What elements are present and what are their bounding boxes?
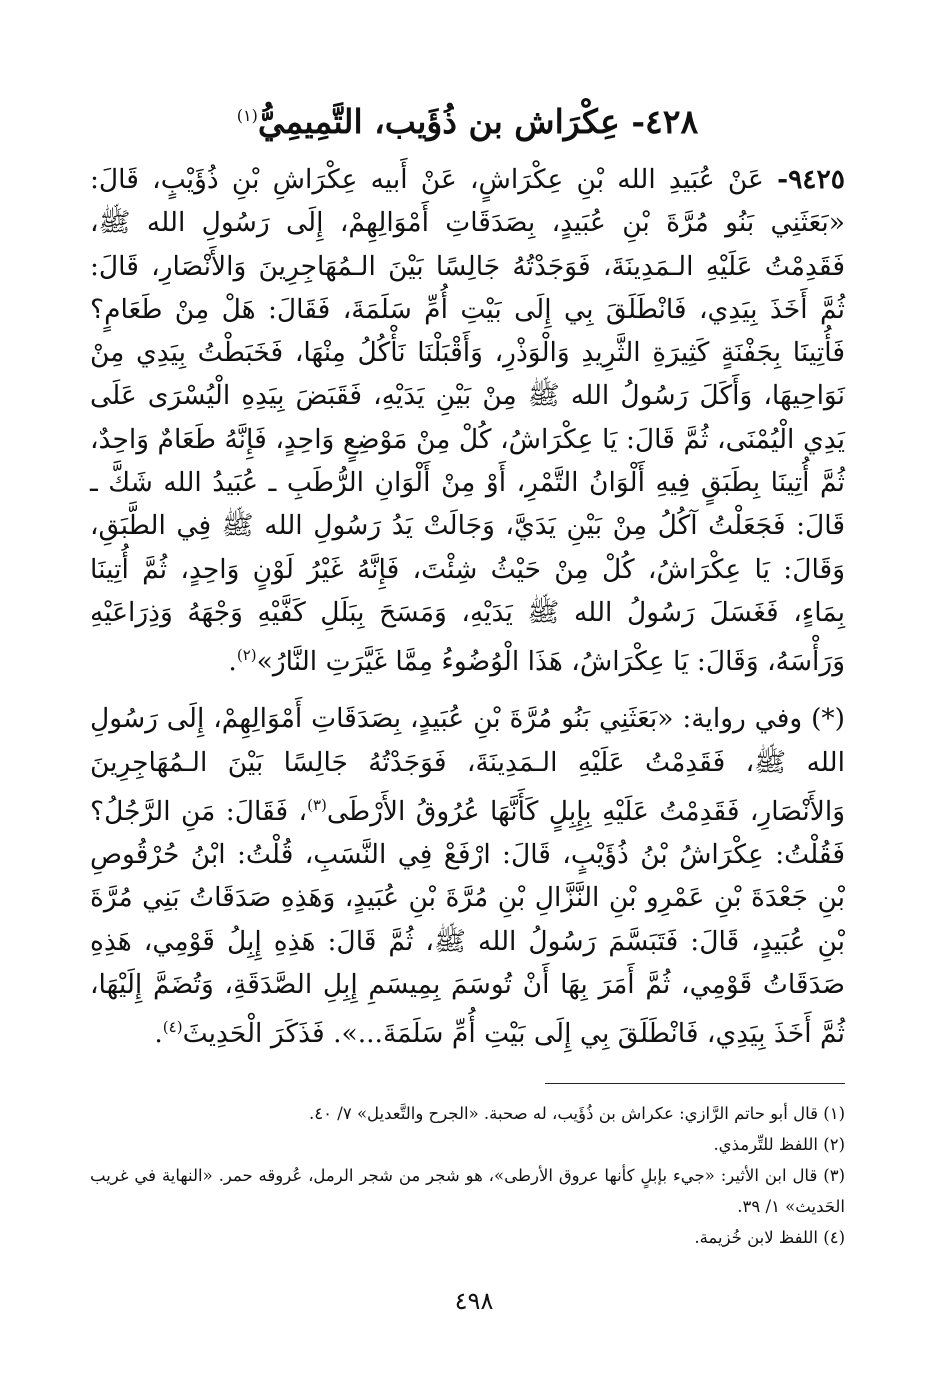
footnote-4: (٤) اللفظ لابن خُزيمة. — [694, 1228, 845, 1248]
hadith-paragraph — [90, 158, 845, 683]
footnotes — [90, 1098, 845, 1253]
narration-text: (*) وفي رواية: «بَعَثَنِي بَنُو مُرَّةَ بْنِ عُبَيدٍ، بِصَدَقَاتِ أَمْوَالِهِمْ، إِلَى رَسُولِ الله ﷺ، فَقَدِمْتُ عَلَيْهِ الـمَدِينَةَ، فَوَجَدْتُهُ جَالِسًا بَيْنَ الـمُهَاجِرِينَ وَالأَنْصَارِ، فَقَدِمْتُ عَلَيْهِ بِإِبِلٍ كَأَنَّهَا عُرُوقُ الأَرْطَى — [90, 703, 845, 827]
footnote-2: (٢) اللفظ للتِّرمذي. — [713, 1135, 845, 1155]
entry-heading — [90, 90, 845, 148]
narration-text-continued: ، فَقَالَ: مَنِ الرَّجُلُ؟ فَقُلْتُ: عِكْرَاشُ بْنُ ذُؤَيْبٍ، قَالَ: ارْفَعْ فِي النَّسَبِ، قُلْتُ: ابْنُ حُرْقُوصِ بْنِ جَعْدَةَ بْنِ عَمْرِو بْنِ النَّزَّالِ بْنِ مُرَّةَ بْنِ عُبَيدٍ، وَهَذِهِ صَدَقَاتُ بَنِي مُرَّةَ بْنِ عُبَيدٍ، قَالَ: فَتَبَسَّمَ رَسُولُ الله ﷺ، ثُمَّ قَالَ: هَذِهِ إِبِلُ قَوْمِي، هَذِهِ صَدَقَاتُ قَوْمِي، ثُمَّ أَمَرَ بِهَا أَنْ تُوسَمَ بِمِيسَمِ إِبِلِ الصَّدَقَةِ، وَتُضَمَّ إِلَيْهَا، ثُمَّ أَخَذَ بِيَدِي، فَانْطَلَقَ بِي إِلَى بَيْتِ أُمِّ سَلَمَةَ...». فَذَكَرَ الْحَدِيثَ — [90, 795, 845, 1050]
book-page — [90, 90, 845, 1253]
hadith-end: . — [228, 646, 237, 678]
hadith-text: عَنْ عُبَيدِ الله بْنِ عِكْرَاشٍ، عَنْ أَبيه عِكْرَاشِ بْنِ ذُؤَيْبٍ، قَالَ: «بَعَثَنِي بَنُو مُرَّةَ بْنِ عُبَيدٍ، بِصَدَقَاتِ أَمْوَالِهِمْ، إِلَى رَسُولِ الله ﷺ، فَقَدِمْتُ عَلَيْهِ الـمَدِينَةَ، فَوَجَدْتُهُ جَالِسًا بَيْنَ الـمُهَاجِرِينَ وَالأَنْصَارِ، قَالَ: ثُمَّ أَخَذَ بِيَدِي، فَانْطَلَقَ بِي إِلَى بَيْتِ أُمِّ سَلَمَةَ، فَقَالَ: هَلْ مِنْ طَعَامٍ؟ فَأُتِينَا بِجَفْنَةٍ كَثِيرَةِ الثَّرِيدِ وَالْوَذْرِ، وَأَقْبَلْنَا نَأْكُلُ مِنْهَا، فَخَبَطْتُ بِيَدِي مِنْ نَوَاحِيهَا، وَأَكَلَ رَسُولُ الله ﷺ مِنْ بَيْنِ يَدَيْهِ، فَقَبَضَ بِيَدِهِ الْيُسْرَى عَلَى يَدِي الْيُمْنَى، ثُمَّ قَالَ: يَا عِكْرَاشُ، كُلْ مِنْ مَوْضِعٍ وَاحِدٍ، فَإِنَّهُ طَعَامٌ وَاحِدٌ، ثُمَّ أُتِينَا بِطَبَقٍ فِيهِ أَلْوَانُ التَّمْرِ، أَوْ مِنْ أَلْوَانِ الرُّطَبِ ـ عُبَيدُ الله شَكَّ ـ قَالَ: فَجَعَلْتُ آكُلُ مِنْ بَيْنِ يَدَيَّ، وَجَالَتْ يَدُ رَسُولِ الله ﷺ فِي الطَّبَقِ، وَقَالَ: يَا عِكْرَاشُ، كُلْ مِنْ حَيْثُ شِئْتَ، فَإِنَّهُ غَيْرُ لَوْنٍ وَاحِدٍ، ثُمَّ أُتِينَا بِمَاءٍ، فَغَسَلَ رَسُولُ الله ﷺ يَدَيْهِ، وَمَسَحَ بِبَلَلِ كَفَّيْهِ وَجْهَهُ وَذِرَاعَيْهِ وَرَأْسَهُ، وَقَالَ: يَا عِكْرَاشُ، هَذَا الْوُضُوءُ مِمَّا غَيَّرَتِ النَّارُ» — [90, 164, 845, 678]
hadith-number: ٩٤٢٥- — [777, 164, 845, 195]
page-number: ٤٩٨ — [454, 1287, 494, 1315]
narration-footnote-ref-3: (٣) — [307, 795, 327, 814]
footnote-1: (١) قال أبو حاتم الرَّازي: عكراش بن ذُؤَيب، له صحبة. «الجرح والتَّعديل» ٧/ ٤٠. — [309, 1104, 845, 1124]
hadith-footnote-ref: (٢) — [236, 646, 257, 665]
heading-footnote-ref: (١) — [236, 106, 258, 125]
narration-paragraph — [90, 697, 845, 1055]
narration-end: . — [154, 1018, 163, 1050]
footnote-3: (٣) قال ابن الأثير: «جيء بإبلٍ كأنها عروق الأرطى»، هو شجر من شجر الرمل، عُروقه حمر. «النهاية في غريب الحَديث» ١/ ٣٩. — [90, 1166, 845, 1217]
entry-heading-text: ٤٢٨- عِكْرَاش بن ذُؤَيب، التَّمِيمِيُّ — [257, 102, 699, 141]
footnote-divider — [545, 1083, 845, 1084]
narration-footnote-ref-4: (٤) — [162, 1018, 183, 1037]
